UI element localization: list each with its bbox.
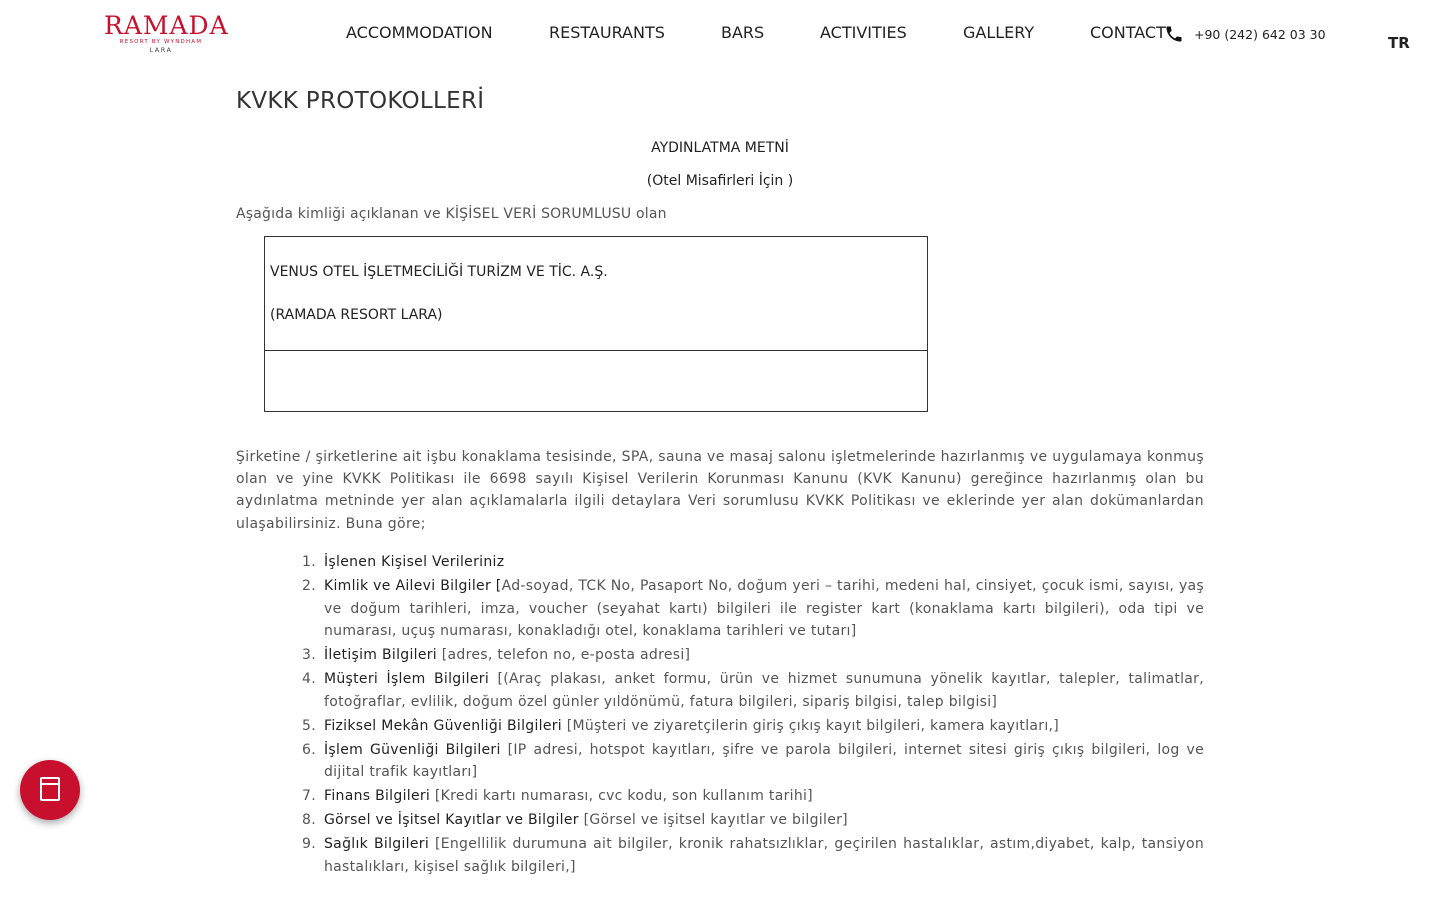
booking-float-button[interactable]: [20, 760, 80, 820]
data-controller-table: [264, 236, 928, 412]
list-term: İletişim Bilgileri: [324, 647, 437, 664]
list-number: 8.: [302, 812, 316, 829]
nav-activities[interactable]: ACTIVITIES: [820, 23, 907, 42]
list-item: [292, 644, 1204, 667]
list-term: Fiziksel Mekân Güvenliği Bilgileri: [324, 717, 562, 734]
list-detail: Ad-soyad, TCK No, Pasaport No, doğum yeri – tarihi, medeni hal, cinsiyet, çocuk ismi, sayısı, yaş ve doğum tarihleri, imza, voucher (seyahat kartı) bilgileri ile register kart (konaklama kartı bilgileri), oda tipi ve numarası, uçuş numarası, konakladığı otel, konaklama tarihleri ve tutarı]: [324, 577, 1205, 640]
nav-restaurants[interactable]: RESTAURANTS: [549, 23, 665, 42]
personal-data-list: [292, 551, 1204, 880]
list-term: Finans Bilgileri: [324, 788, 431, 805]
nav-gallery[interactable]: GALLERY: [963, 23, 1035, 42]
list-term: Sağlık Bilgileri: [324, 836, 430, 853]
list-detail: [Müşteri ve ziyaretçilerin giriş çıkış kayıt bilgileri, kamera kayıtları,]: [561, 717, 1060, 734]
logo-subtitle: RESORT BY WYNDHAM: [119, 39, 203, 45]
nav-bars[interactable]: BARS: [721, 23, 765, 42]
calendar-icon: [39, 774, 61, 806]
list-term: İşlem Güvenliği Bilgileri: [324, 741, 501, 758]
list-detail: [(Araç plakası, anket formu, ürün ve hizmet sunumuna yönelik kayıtlar, talepler, talimatlar, fotoğraflar, evlilik, doğum özel günler yıldönümü, fatura bilgileri, sipariş bilgisi, talep bilgisi]: [324, 671, 1204, 710]
list-term: Müşteri İşlem Bilgileri: [324, 671, 490, 688]
section-heading: AYDINLATMA METNİ: [651, 140, 789, 156]
list-number: 3.: [302, 647, 316, 664]
nav-accommodation[interactable]: ACCOMMODATION: [346, 23, 493, 42]
table-row: [265, 351, 928, 412]
list-item: [292, 668, 1204, 713]
list-number: 1.: [302, 554, 316, 570]
main-content: [236, 80, 1205, 875]
list-item: [292, 739, 1204, 784]
list-item: [292, 809, 1204, 832]
list-item: [292, 715, 1204, 738]
list-item: [292, 833, 1204, 878]
logo-wordmark: RAMADA: [104, 11, 229, 40]
phone-contact[interactable]: [1164, 24, 1326, 44]
list-number: 5.: [302, 717, 316, 734]
phone-icon: [1164, 24, 1184, 44]
list-term: İşlenen Kişisel Verileriniz: [324, 554, 505, 570]
list-number: 6.: [302, 741, 316, 758]
list-number: 7.: [302, 788, 316, 805]
list-detail: [IP adresi, hotspot kayıtları, şifre ve parola bilgileri, internet sitesi giriş çıkış bilgileri, log ve dijital trafik kayıtları]: [324, 741, 1204, 781]
list-number: 2.: [302, 577, 316, 594]
company-brand: (RAMADA RESORT LARA): [270, 307, 443, 323]
site-header: [0, 0, 1440, 68]
empty-cell: [265, 351, 928, 412]
list-number: 4.: [302, 671, 316, 688]
list-term: Kimlik ve Ailevi Bilgiler [: [324, 577, 502, 594]
phone-number: +90 (242) 642 03 30: [1194, 26, 1326, 42]
intro-text: Aşağıda kimliği açıklanan ve KİŞİSEL VERİ SORUMLUSU olan: [236, 206, 667, 222]
table-row: [265, 237, 928, 351]
list-detail: [Engellilik durumuna ait bilgiler, kronik rahatsızlıklar, geçirilen hastalıklar, astım,diyabet, kalp, tansiyon hastalıkları, kişisel sağlık bilgileri,]: [324, 836, 1204, 875]
policy-paragraph: Şirketine / şirketlerine ait işbu konaklama tesisinde, SPA, sauna ve masaj salonu işletmelerinde hazırlanmış ve uygulamaya konmuş olan ve yine KVKK Politikası ile 6698 sayılı Kişisel Verilerin Korunması Kanunu (KVK Kanunu) gereğince hazırlanmış olan bu aydınlatma metninde yer alan açıklamalarla ilgili detaylara Veri sorumlusu KVKK Politikası ve eklerinde yer alan dokümanlardan ulaşabilirsiniz. Buna göre;: [236, 449, 1204, 532]
list-item: [292, 785, 1204, 808]
list-detail: [Görsel ve işitsel kayıtlar ve bilgiler]: [578, 812, 848, 829]
section-subheading: (Otel Misafirleri İçin ): [646, 173, 794, 189]
list-number: 9.: [302, 836, 316, 853]
list-item: [292, 551, 1204, 574]
list-detail: [adres, telefon no, e-posta adresi]: [437, 647, 691, 664]
company-name: VENUS OTEL İŞLETMECİLİĞİ TURİZM VE TİC. A.Ş.: [270, 264, 608, 280]
nav-contact[interactable]: CONTACT: [1090, 23, 1166, 42]
language-switch[interactable]: TR: [1388, 34, 1410, 52]
logo-location: LARA: [149, 46, 173, 54]
list-term: Görsel ve İşitsel Kayıtlar ve Bilgiler: [324, 812, 579, 829]
ramada-logo[interactable]: [104, 11, 229, 54]
page-title: KVKK PROTOKOLLERİ: [236, 88, 485, 114]
company-cell: [265, 237, 928, 351]
list-item: [292, 575, 1204, 643]
list-detail: [Kredi kartı numarası, cvc kodu, son kullanım tarihi]: [430, 788, 813, 805]
